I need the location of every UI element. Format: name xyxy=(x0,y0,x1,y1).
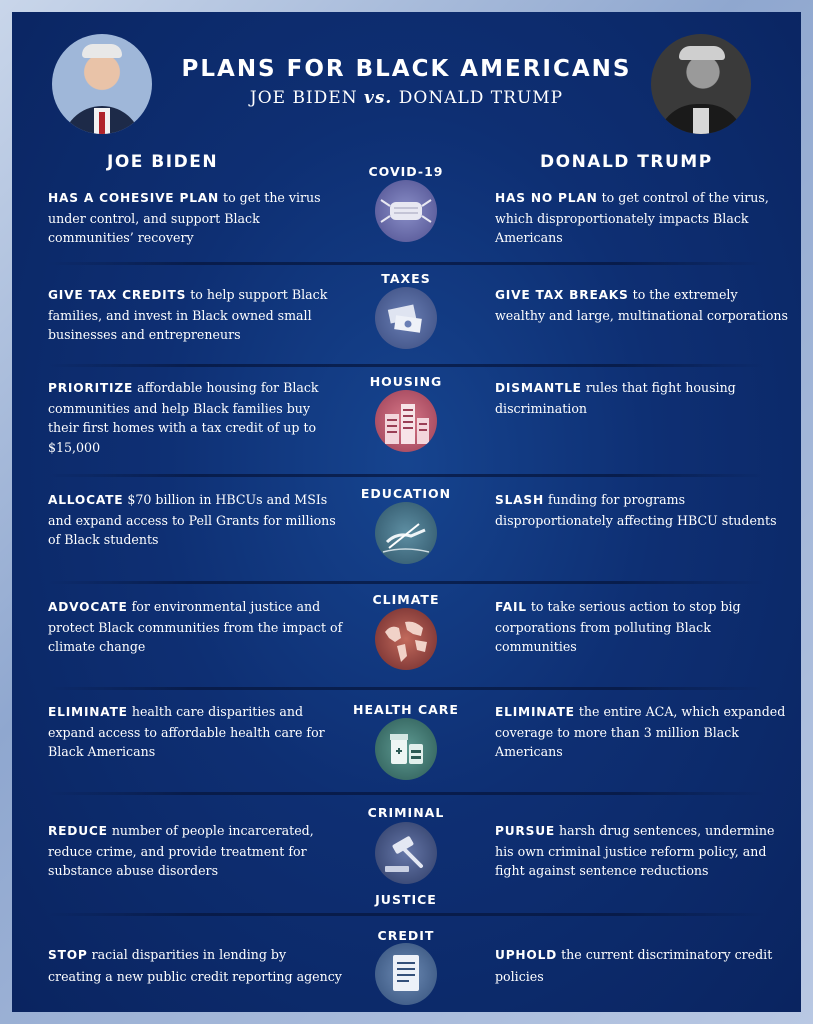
category-label-justice: JUSTICE xyxy=(375,892,437,907)
trump-education-text: SLASH funding for programs disproportionately affecting HBCU students xyxy=(495,492,777,528)
biden-criminal-text: REDUCE number of people incarcerated, reduce crime, and provide treatment for substance abuse disorders xyxy=(48,823,314,878)
row-divider xyxy=(48,913,765,916)
row-divider xyxy=(48,792,765,795)
biden-health-text: ELIMINATE health care disparities and expand access to affordable health care for Black Americans xyxy=(48,704,325,759)
category-label-education: EDUCATION xyxy=(360,486,452,501)
trump-criminal-text: PURSUE harsh drug sentences, undermine his own criminal justice reform policy, and fight against sentence reductions xyxy=(495,823,775,878)
row-divider xyxy=(48,687,765,690)
biden-climate-text: ADVOCATE for environmental justice and protect Black communities from the impact of climate change xyxy=(48,599,343,654)
trump-portrait xyxy=(651,34,751,134)
trump-credit-text: UPHOLD the current discriminatory credit policies xyxy=(495,947,773,984)
trump-climate-text: FAIL to take serious action to stop big corporations from polluting Black communities xyxy=(495,599,741,654)
category-label-housing: HOUSING xyxy=(369,374,443,389)
page-title: PLANS FOR BLACK AMERICANS xyxy=(181,56,632,82)
face-mask-icon xyxy=(375,180,437,242)
subtitle-trump: DONALD TRUMP xyxy=(398,88,564,108)
row-divider xyxy=(48,474,765,477)
biden-covid-text: HAS A COHESIVE PLAN to get the virus under control, and support Black communities’ recovery xyxy=(48,190,321,245)
subtitle-vs: vs. xyxy=(363,88,393,108)
biden-housing-text: PRIORITIZE affordable housing for Black communities and help Black families buy their first homes with a tax credit of up to $15,000 xyxy=(48,380,319,455)
gavel-icon xyxy=(375,822,437,884)
globe-map-icon xyxy=(375,608,437,670)
category-label-climate: CLIMATE xyxy=(372,592,440,607)
column-heading-biden: JOE BIDEN xyxy=(107,152,219,172)
trump-housing-text: DISMANTLE rules that fight housing discrimination xyxy=(495,380,736,416)
writing-hand-icon xyxy=(375,502,437,564)
document-icon xyxy=(375,943,437,1005)
biden-education-text: ALLOCATE $70 billion in HBCUs and MSIs and expand access to Pell Grants for millions of Black students xyxy=(48,492,336,547)
biden-taxes-text: GIVE TAX CREDITS to help support Black families, and invest in Black owned small businesses and entrepreneurs xyxy=(48,287,328,342)
column-heading-trump: DONALD TRUMP xyxy=(540,152,713,172)
biden-credit-text: STOP racial disparities in lending by creating a new public credit reporting agency xyxy=(48,947,342,984)
category-label-taxes: TAXES xyxy=(381,271,431,286)
money-stack-icon xyxy=(375,287,437,349)
biden-portrait xyxy=(52,34,152,134)
row-divider xyxy=(48,262,765,265)
category-label-covid: COVID-19 xyxy=(368,164,444,179)
row-divider xyxy=(48,364,765,367)
infographic-poster xyxy=(12,12,801,1012)
subtitle-biden: JOE BIDEN xyxy=(249,88,358,108)
category-label-criminal: CRIMINAL xyxy=(367,805,445,820)
pill-bottle-icon xyxy=(375,718,437,780)
category-label-health-care: HEALTH CARE xyxy=(353,702,459,717)
trump-taxes-text: GIVE TAX BREAKS to the extremely wealthy and large, multinational corporations xyxy=(495,287,789,323)
page-subtitle xyxy=(12,88,801,108)
row-divider xyxy=(48,581,765,584)
buildings-icon xyxy=(375,390,437,452)
trump-covid-text: HAS NO PLAN to get control of the virus, which disproportionately impacts Black Americans xyxy=(495,190,769,245)
trump-health-text: ELIMINATE the entire ACA, which expanded coverage to more than 3 million Black Americans xyxy=(495,704,786,759)
category-label-credit: CREDIT xyxy=(377,928,435,943)
